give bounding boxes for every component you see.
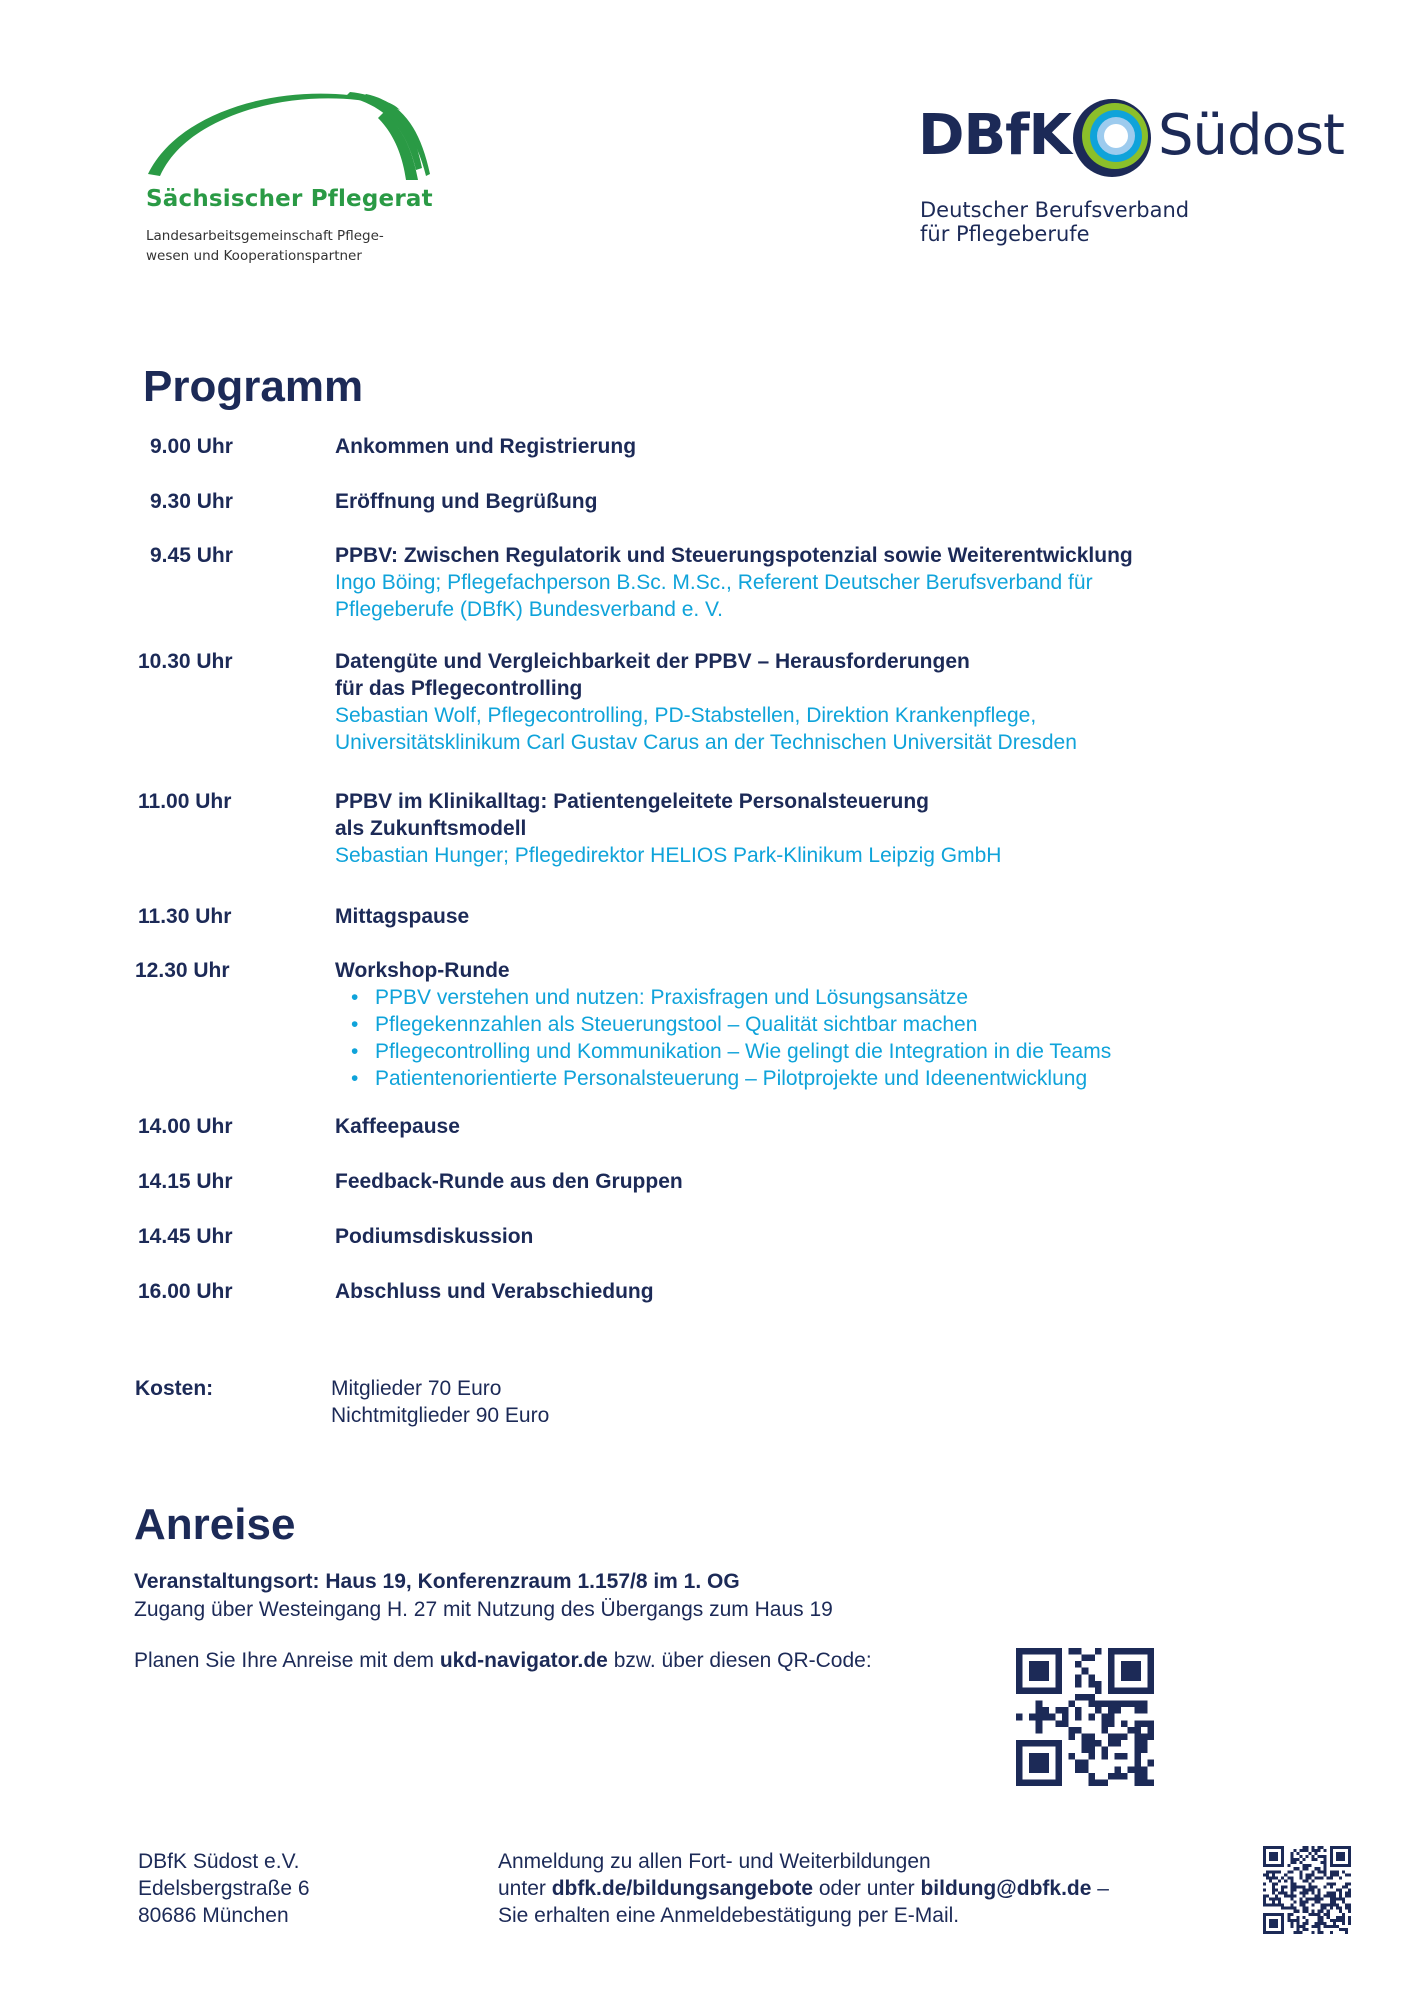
program-entry-title: als Zukunftsmodell (335, 817, 527, 840)
program-entry-speaker: Pflegeberufe (DBfK) Bundesverband e. V. (335, 598, 723, 621)
program-title: Programm (143, 362, 364, 411)
workshop-item-text: PPBV verstehen und nutzen: Praxisfragen und Lösungsansätze (375, 986, 969, 1009)
dbfk-subtitle (920, 198, 1189, 246)
program-time: 14.15 Uhr (138, 1170, 233, 1193)
footer-reg-line: Sie erhalten eine Anmeldebestätigung per E-Mail. (498, 1904, 960, 1927)
saechsischer-pflegerat-logo (140, 88, 440, 248)
left-logo-subtitle (146, 226, 384, 266)
dbfk-wordmark: DBfK (918, 103, 1071, 168)
program-entry (335, 903, 469, 930)
bullet-icon: • (351, 986, 359, 1009)
dbfk-subtitle-line: Deutscher Berufsverband (920, 198, 1190, 222)
program-entry-title: PPBV: Zwischen Regulatorik und Steuerungspotenzial sowie Weiterentwicklung (335, 544, 1133, 567)
footer-address-line: DBfK Südost e.V. (138, 1850, 300, 1873)
arch-logo-icon (140, 88, 440, 188)
bullet-icon: • (351, 1013, 359, 1036)
dbfk-subtitle-line: für Pflegeberufe (920, 222, 1090, 246)
footer-qr-code[interactable] (1263, 1846, 1351, 1934)
travel-access: Zugang über Westeingang H. 27 mit Nutzung des Übergangs zum Haus 19 (134, 1598, 833, 1621)
program-entry-title: für das Pflegecontrolling (335, 677, 583, 700)
left-logo-subtitle-line: Landesarbeitsgemeinschaft Pflege- (146, 228, 384, 244)
email-link[interactable]: bildung@dbfk.de (920, 1877, 1092, 1900)
left-logo-name: Sächsischer Pflegerat (146, 186, 433, 212)
program-entry (335, 1168, 683, 1195)
bullet-icon: • (351, 1040, 359, 1063)
footer-reg-line: Anmeldung zu allen Fort- und Weiterbildungen (498, 1850, 931, 1873)
footer-reg-text: unter (498, 1877, 552, 1900)
workshop-item (335, 1038, 1111, 1065)
program-time: 12.30 Uhr (135, 959, 230, 982)
program-entry-title: PPBV im Klinikalltag: Patientengeleitete Personalsteuerung (335, 790, 929, 813)
costs-members: Mitglieder 70 Euro (331, 1377, 502, 1400)
workshop-item-text: Patientenorientierte Personalsteuerung – Pilotprojekte und Ideenentwicklung (375, 1067, 1088, 1090)
program-entry (335, 542, 1133, 623)
workshop-item-text: Pflegecontrolling und Kommunikation – Wie gelingt die Integration in die Teams (375, 1040, 1112, 1063)
program-entry (335, 1278, 654, 1305)
workshop-list (335, 984, 1111, 1092)
program-entry-title: Mittagspause (335, 905, 470, 928)
program-entry-speaker: Universitätsklinikum Carl Gustav Carus an der Technischen Universität Dresden (335, 731, 1077, 754)
footer-reg-text: oder unter (813, 1877, 921, 1900)
footer-address-line: 80686 München (138, 1904, 289, 1927)
program-time: 9.30 Uhr (150, 490, 233, 513)
program-entry-speaker: Sebastian Wolf, Pflegecontrolling, PD-Stabstellen, Direktion Krankenpflege, (335, 704, 1037, 727)
program-time: 11.00 Uhr (138, 790, 232, 813)
travel-title: Anreise (134, 1500, 296, 1549)
program-entry-title: Kaffeepause (335, 1115, 460, 1138)
bildungsangebote-link[interactable]: dbfk.de/bildungsangebote (551, 1877, 814, 1900)
program-entry-title: Datengüte und Vergleichbarkeit der PPBV – Herausforderungen (335, 650, 970, 673)
program-time: 9.45 Uhr (150, 544, 233, 567)
program-entry-title: Podiumsdiskussion (335, 1225, 534, 1248)
program-time: 14.45 Uhr (138, 1225, 233, 1248)
program-entry (335, 1223, 533, 1250)
program-entry-title: Abschluss und Verabschiedung (335, 1280, 654, 1303)
footer-reg-text: – (1091, 1877, 1109, 1900)
travel-venue: Veranstaltungsort: Haus 19, Konferenzraum 1.157/8 im 1. OG (134, 1570, 740, 1593)
dbfk-region: Südost (1158, 103, 1344, 168)
program-entry-title: Feedback-Runde aus den Gruppen (335, 1170, 683, 1193)
program-entry (335, 957, 1111, 1092)
costs-label: Kosten: (135, 1377, 214, 1400)
workshop-item (335, 984, 1111, 1011)
travel-qr-code[interactable] (1016, 1648, 1154, 1786)
travel-plan-text: Planen Sie Ihre Anreise mit dem (134, 1649, 440, 1672)
costs-non-members: Nichtmitglieder 90 Euro (331, 1404, 550, 1427)
program-entry (335, 433, 636, 460)
bullet-icon: • (351, 1067, 359, 1090)
footer-address (138, 1848, 310, 1929)
program-entry (335, 1113, 460, 1140)
program-entry-title: Ankommen und Registrierung (335, 435, 637, 458)
program-time: 14.00 Uhr (138, 1115, 233, 1138)
program-time: 10.30 Uhr (138, 650, 233, 673)
program-entry-title: Eröffnung und Begrüßung (335, 490, 598, 513)
footer-registration (498, 1848, 1109, 1929)
workshop-item-text: Pflegekennzahlen als Steuerungstool – Qualität sichtbar machen (375, 1013, 978, 1036)
program-time: 9.00 Uhr (150, 435, 233, 458)
dbfk-ring-icon (1072, 98, 1152, 178)
ukd-navigator-link[interactable]: ukd-navigator.de (439, 1649, 608, 1672)
program-time: 11.30 Uhr (138, 905, 232, 928)
program-entry (335, 788, 1001, 869)
travel-plan-text: bzw. über diesen QR-Code: (607, 1649, 872, 1672)
program-time: 16.00 Uhr (138, 1280, 233, 1303)
program-entry-speaker: Ingo Böing; Pflegefachperson B.Sc. M.Sc., Referent Deutscher Berufsverband für (335, 571, 1093, 594)
left-logo-subtitle-line: wesen und Kooperationspartner (146, 248, 362, 264)
travel-plan (134, 1647, 872, 1674)
program-entry-title: Workshop-Runde (335, 959, 510, 982)
program-entry (335, 648, 1077, 756)
costs-values (331, 1375, 549, 1429)
footer-address-line: Edelsbergstraße 6 (138, 1877, 310, 1900)
program-entry (335, 488, 597, 515)
program-entry-speaker: Sebastian Hunger; Pflegedirektor HELIOS Park-Klinikum Leipzig GmbH (335, 844, 1002, 867)
workshop-item (335, 1011, 1111, 1038)
workshop-item (335, 1065, 1111, 1092)
footer-reg-line (498, 1875, 1109, 1902)
